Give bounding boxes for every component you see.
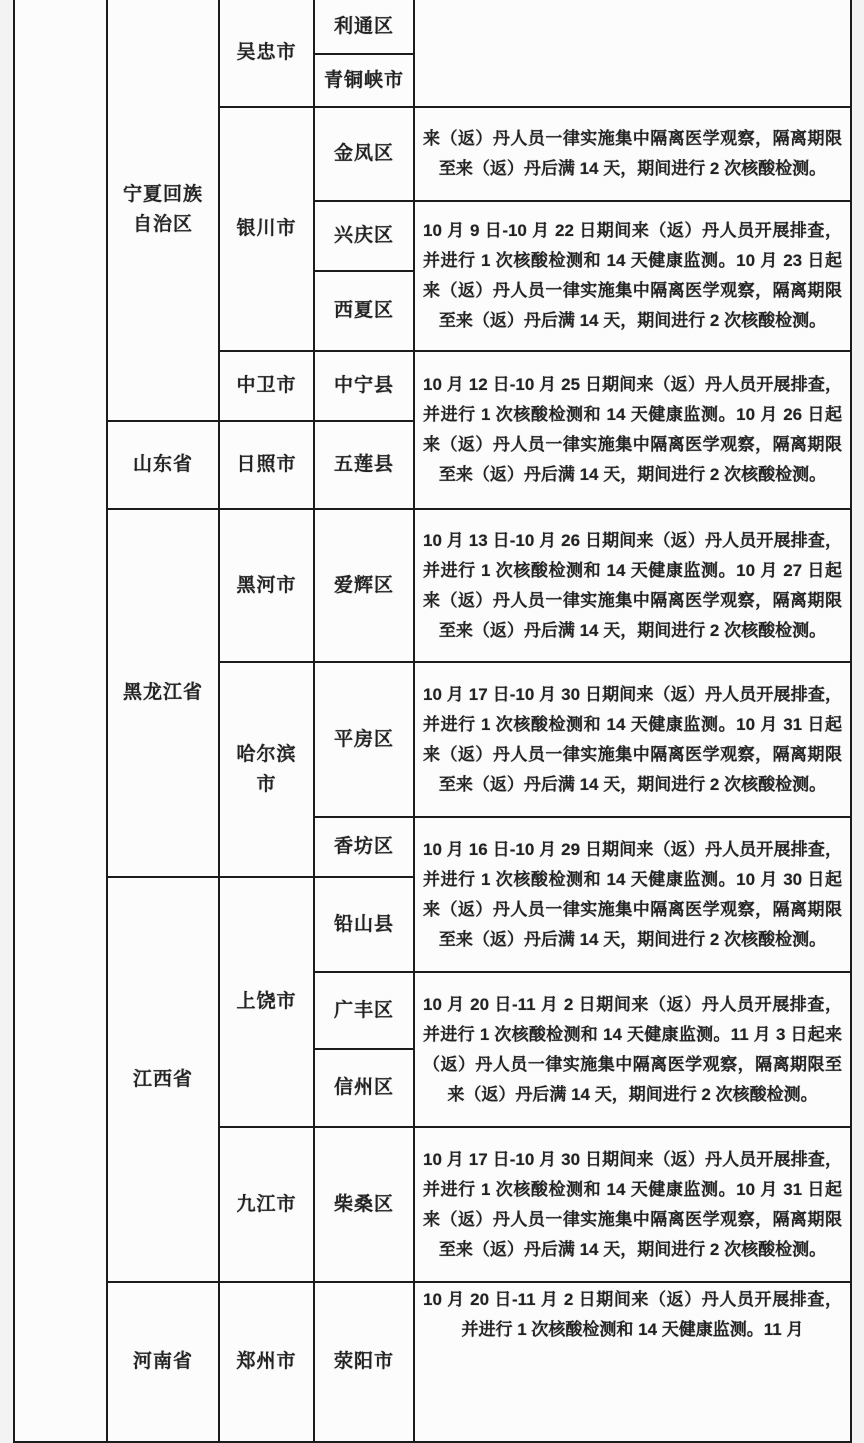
district-cell-chaisang: 柴桑区: [314, 1127, 414, 1282]
city-cell-shangrao: 上饶市: [219, 877, 314, 1127]
policy-cell-xingqing-xixia: 10 月 9 日-10 月 22 日期间来（返）丹人员开展排查，并进行 1 次核酸检测和 14 天健康监测。10 月 23 日起来（返）丹人员一律实施集中隔离医学观察，隔离期限至来（返）丹后满 14 天，期间进行 2 次核酸检测。: [414, 201, 851, 351]
district-cell-qingtongxia: 青铜峡市: [314, 54, 414, 107]
risk-area-policy-table: [13, 0, 852, 1443]
city-cell-zhongwei: 中卫市: [219, 351, 314, 421]
policy-cell-chaisang: 10 月 17 日-10 月 30 日期间来（返）丹人员开展排查，并进行 1 次核酸检测和 14 天健康监测。10 月 31 日起来（返）丹人员一律实施集中隔离医学观察，隔离期限至来（返）丹后满 14 天，期间进行 2 次核酸检测。: [414, 1127, 851, 1282]
policy-cell-jinfeng: 来（返）丹人员一律实施集中隔离医学观察，隔离期限至来（返）丹后满 14 天，期间进行 2 次核酸检测。: [414, 107, 851, 201]
policy-cell-guangfeng-xinzhou: 10 月 20 日-11 月 2 日期间来（返）丹人员开展排查，并进行 1 次核酸检测和 14 天健康监测。11 月 3 日起来（返）丹人员一律实施集中隔离医学观察，隔离期限至来（返）丹后满 14 天，期间进行 2 次核酸检测。: [414, 972, 851, 1127]
province-cell-ningxia: 宁夏回族自治区: [107, 0, 219, 421]
district-cell-wulian: 五莲县: [314, 421, 414, 509]
district-cell-xingqing: 兴庆区: [314, 201, 414, 271]
policy-cell-top-partial: [414, 0, 851, 107]
city-cell-rizhao: 日照市: [219, 421, 314, 509]
province-cell-henan: 河南省: [107, 1282, 219, 1442]
district-cell-xingyang: 荥阳市: [314, 1282, 414, 1442]
city-cell-zhengzhou: 郑州市: [219, 1282, 314, 1442]
district-cell-qianshan: 铅山县: [314, 877, 414, 972]
city-cell-jiujiang: 九江市: [219, 1127, 314, 1282]
district-cell-guangfeng: 广丰区: [314, 972, 414, 1049]
policy-cell-xiangfang-qianshan: 10 月 16 日-10 月 29 日期间来（返）丹人员开展排查，并进行 1 次核酸检测和 14 天健康监测。10 月 30 日起来（返）丹人员一律实施集中隔离医学观察，隔离期限至来（返）丹后满 14 天，期间进行 2 次核酸检测。: [414, 817, 851, 972]
city-cell-haerbin: 哈尔滨市: [219, 662, 314, 877]
province-cell-jiangxi: 江西省: [107, 877, 219, 1282]
city-cell-yinchuan: 银川市: [219, 107, 314, 351]
district-cell-zhongning: 中宁县: [314, 351, 414, 421]
district-cell-xinzhou: 信州区: [314, 1049, 414, 1127]
policy-cell-xingyang: 10 月 20 日-11 月 2 日期间来（返）丹人员开展排查，并进行 1 次核酸检测和 14 天健康监测。11 月: [414, 1282, 851, 1442]
district-cell-aihui: 爱辉区: [314, 509, 414, 662]
district-cell-litong: 利通区: [314, 0, 414, 54]
district-cell-xixia: 西夏区: [314, 271, 414, 351]
city-cell-heihe: 黑河市: [219, 509, 314, 662]
district-cell-jinfeng: 金凤区: [314, 107, 414, 201]
district-cell-pingfang: 平房区: [314, 662, 414, 817]
province-cell-heilongjiang: 黑龙江省: [107, 509, 219, 877]
left-margin-cell: [14, 0, 107, 1442]
policy-cell-aihui: 10 月 13 日-10 月 26 日期间来（返）丹人员开展排查，并进行 1 次核酸检测和 14 天健康监测。10 月 27 日起来（返）丹人员一律实施集中隔离医学观察，隔离期限至来（返）丹后满 14 天，期间进行 2 次核酸检测。: [414, 509, 851, 662]
district-cell-xiangfang: 香坊区: [314, 817, 414, 877]
province-cell-shandong: 山东省: [107, 421, 219, 509]
city-cell-wuzhong: 吴忠市: [219, 0, 314, 107]
policy-cell-zhongning-wulian: 10 月 12 日-10 月 25 日期间来（返）丹人员开展排查，并进行 1 次核酸检测和 14 天健康监测。10 月 26 日起来（返）丹人员一律实施集中隔离医学观察，隔离期限至来（返）丹后满 14 天，期间进行 2 次核酸检测。: [414, 351, 851, 509]
policy-cell-pingfang: 10 月 17 日-10 月 30 日期间来（返）丹人员开展排查，并进行 1 次核酸检测和 14 天健康监测。10 月 31 日起来（返）丹人员一律实施集中隔离医学观察，隔离期限至来（返）丹后满 14 天，期间进行 2 次核酸检测。: [414, 662, 851, 817]
